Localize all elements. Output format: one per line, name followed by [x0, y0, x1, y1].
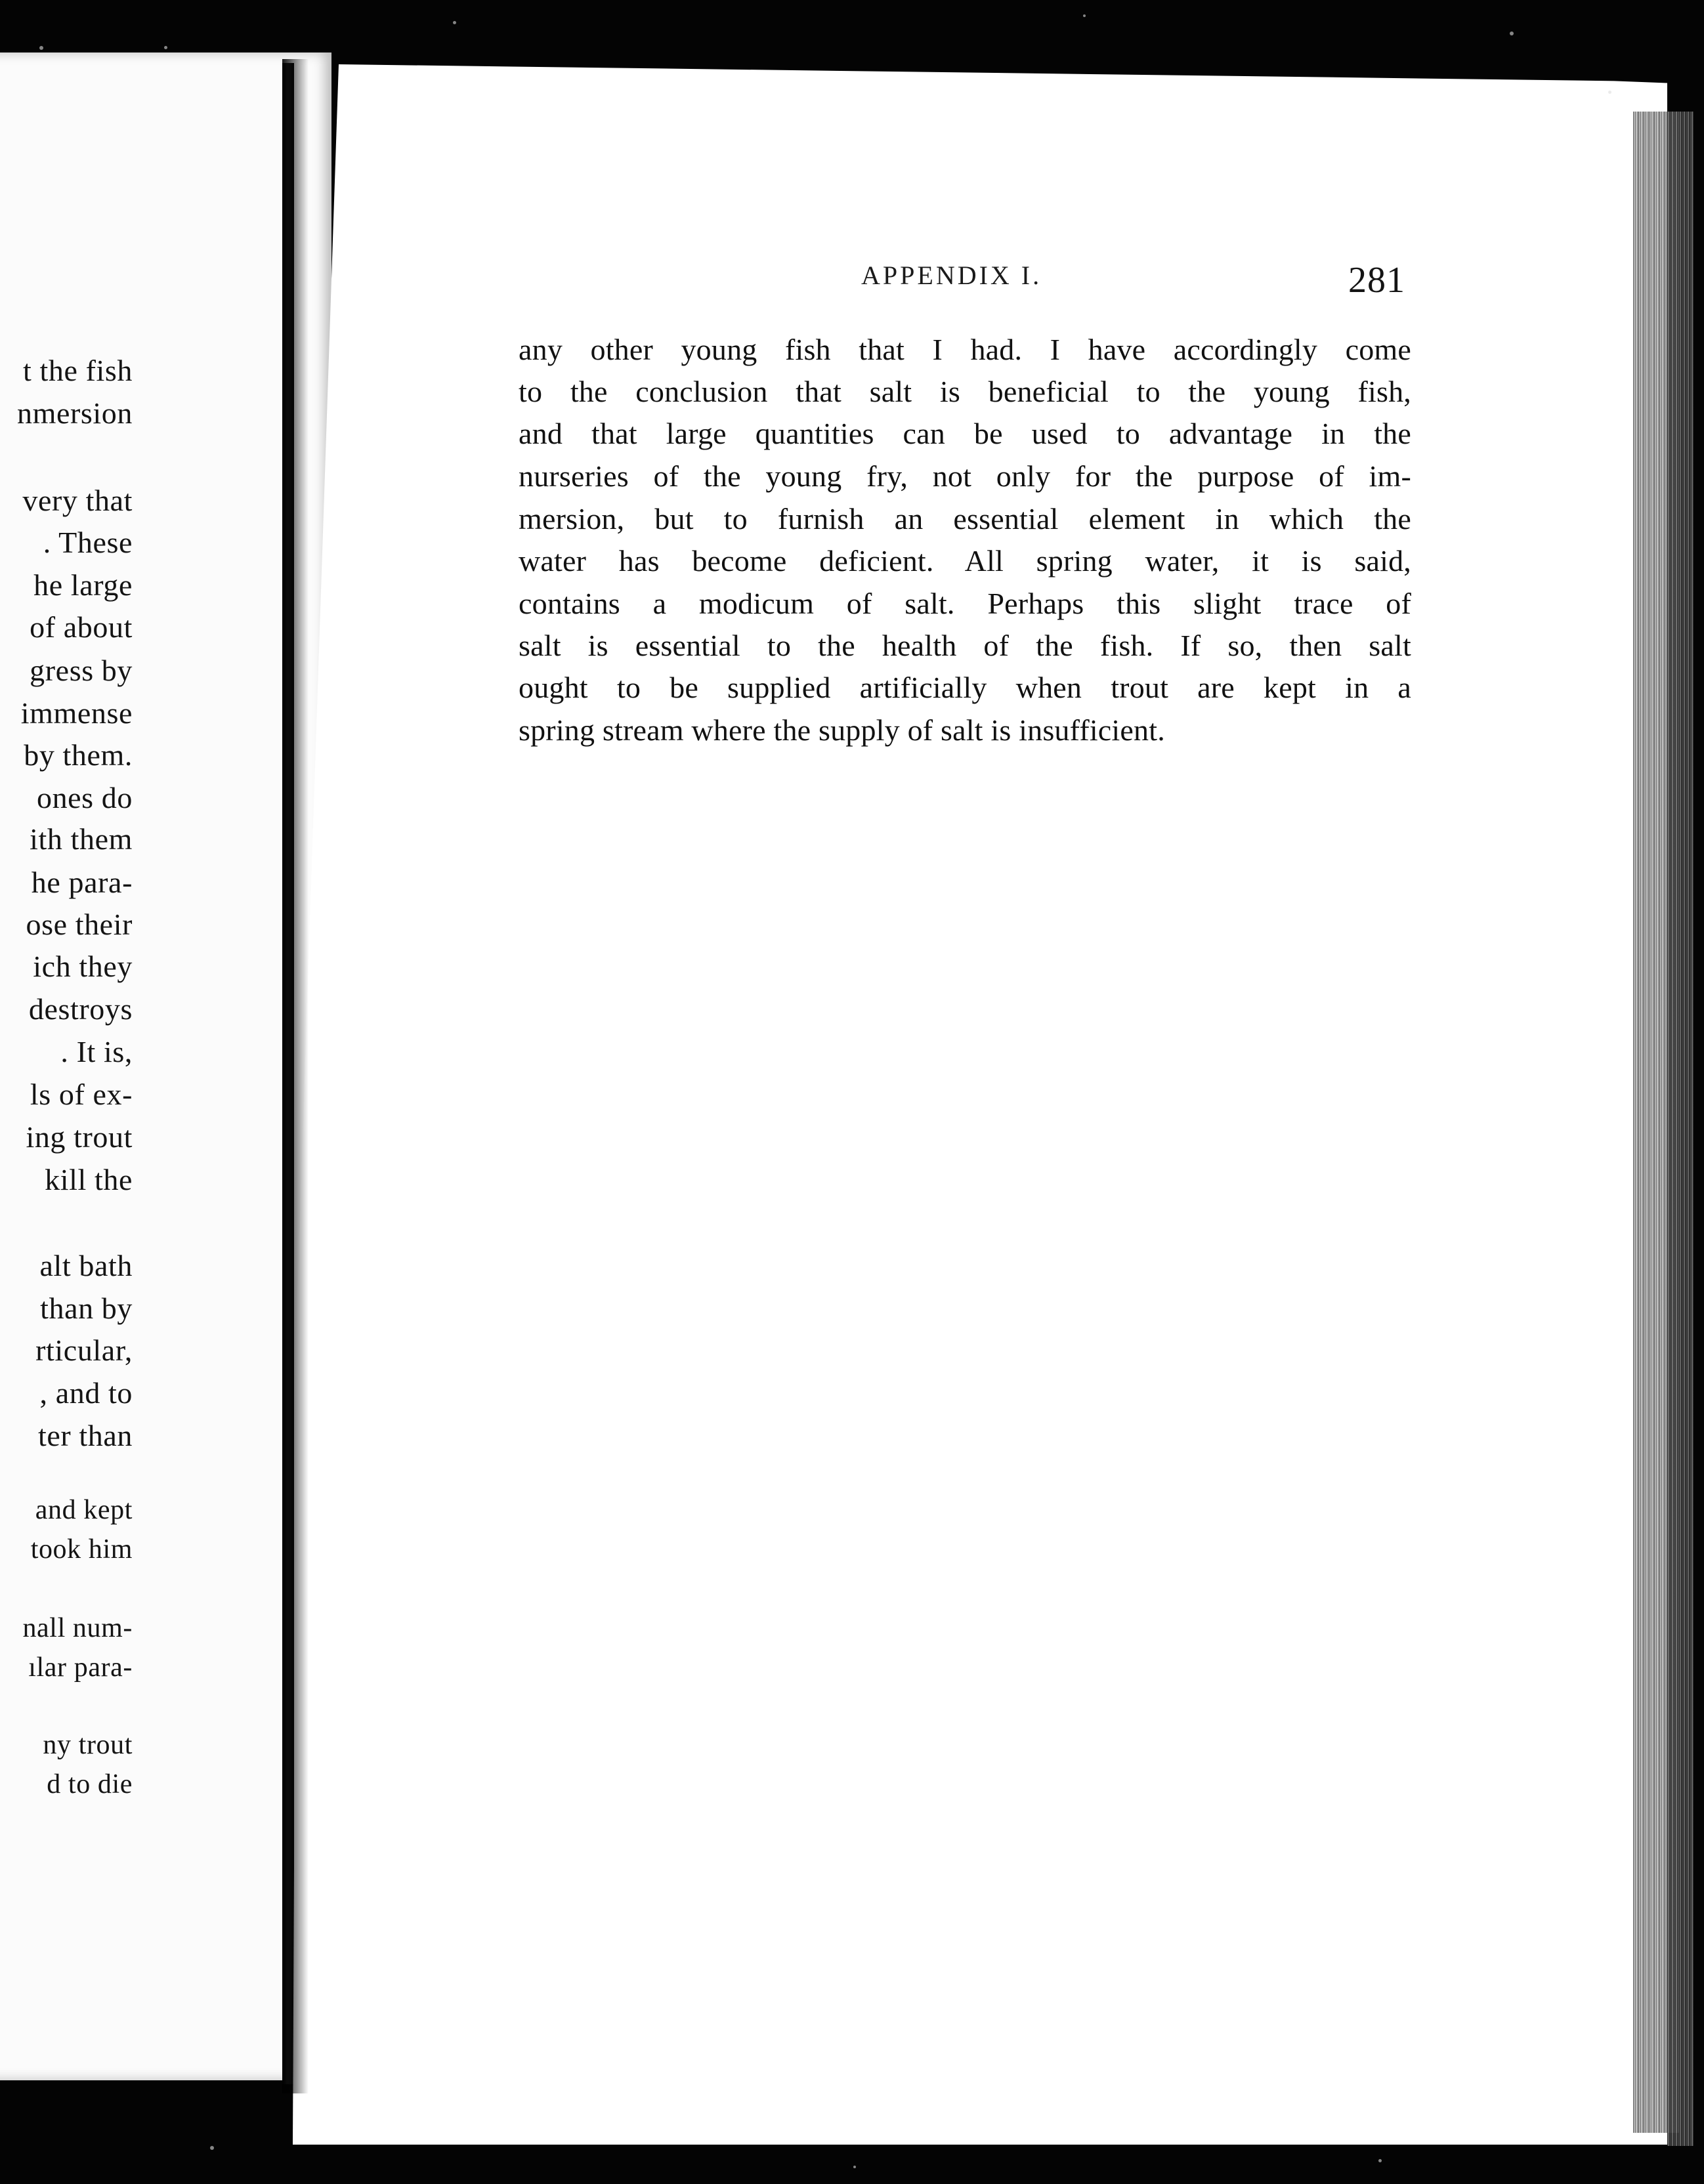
- text-line: ought to be supplied artificially when trout are kept in a: [519, 671, 1411, 704]
- text-line: destroys: [28, 992, 133, 1026]
- text-line: very that: [22, 484, 133, 517]
- text-line: ls of ex-: [30, 1078, 133, 1111]
- text-line: any other young fish that I had. I have accordingly come: [519, 333, 1411, 366]
- text-line: and that large quantities can be used to advantage in the: [519, 417, 1411, 450]
- text-line: ılar para-: [28, 1652, 133, 1683]
- text-line: than by: [40, 1292, 133, 1325]
- text-line: ter than: [37, 1419, 133, 1452]
- text-line: nall num-: [22, 1613, 133, 1643]
- dust-speck: [1608, 91, 1611, 94]
- text-line: of about: [30, 610, 133, 644]
- gutter-shadow: [282, 59, 309, 2093]
- text-line: spring stream where the supply of salt is insufficient.: [519, 713, 1165, 747]
- left-page-text: [0, 52, 133, 2080]
- dust-speck: [210, 2146, 214, 2150]
- text-line: . It is,: [60, 1035, 133, 1068]
- dust-speck: [1510, 32, 1514, 35]
- page-number: 281: [1348, 260, 1405, 301]
- text-line: to the conclusion that salt is beneficial to the young fish,: [519, 375, 1411, 408]
- text-line: rticular,: [35, 1334, 133, 1367]
- dust-speck: [1083, 14, 1086, 17]
- text-line: nurseries of the young fry, not only for the purpose of im-: [519, 459, 1411, 493]
- text-line: he large: [33, 568, 133, 602]
- text-line: ing trout: [26, 1120, 133, 1154]
- text-line: ones do: [36, 781, 133, 814]
- text-line: and kept: [35, 1495, 133, 1525]
- dust-speck: [164, 46, 167, 49]
- text-line: ny trout: [43, 1730, 133, 1760]
- text-line: d to die: [47, 1769, 133, 1799]
- text-line: ose their: [26, 908, 133, 941]
- text-line: immense: [20, 696, 133, 730]
- dust-speck: [853, 2166, 856, 2168]
- text-line: nmersion: [17, 396, 133, 430]
- text-line: kill the: [45, 1163, 133, 1196]
- text-line: . These: [43, 526, 133, 559]
- running-header: APPENDIX I.: [861, 261, 1042, 290]
- text-line: mersion, but to furnish an essential element in which the: [519, 502, 1411, 536]
- dust-speck: [453, 21, 456, 24]
- text-line: salt is essential to the health of the fish. If so, then salt: [519, 629, 1411, 662]
- text-line: gress by: [30, 654, 133, 687]
- text-line: alt bath: [39, 1249, 133, 1282]
- dust-speck: [39, 46, 43, 50]
- text-line: water has become deficient. All spring water, it is said,: [519, 544, 1411, 578]
- text-line: ith them: [30, 822, 133, 856]
- text-line: took him: [30, 1534, 133, 1564]
- text-line: , and to: [39, 1376, 133, 1410]
- dust-speck: [1378, 2159, 1382, 2162]
- text-line: contains a modicum of salt. Perhaps this slight trace of: [519, 587, 1411, 620]
- text-line: he para-: [31, 866, 133, 899]
- text-line: ich they: [33, 950, 133, 983]
- book-edge: [1667, 112, 1693, 2146]
- text-line: by them.: [24, 738, 133, 772]
- text-line: t the fish: [23, 354, 133, 387]
